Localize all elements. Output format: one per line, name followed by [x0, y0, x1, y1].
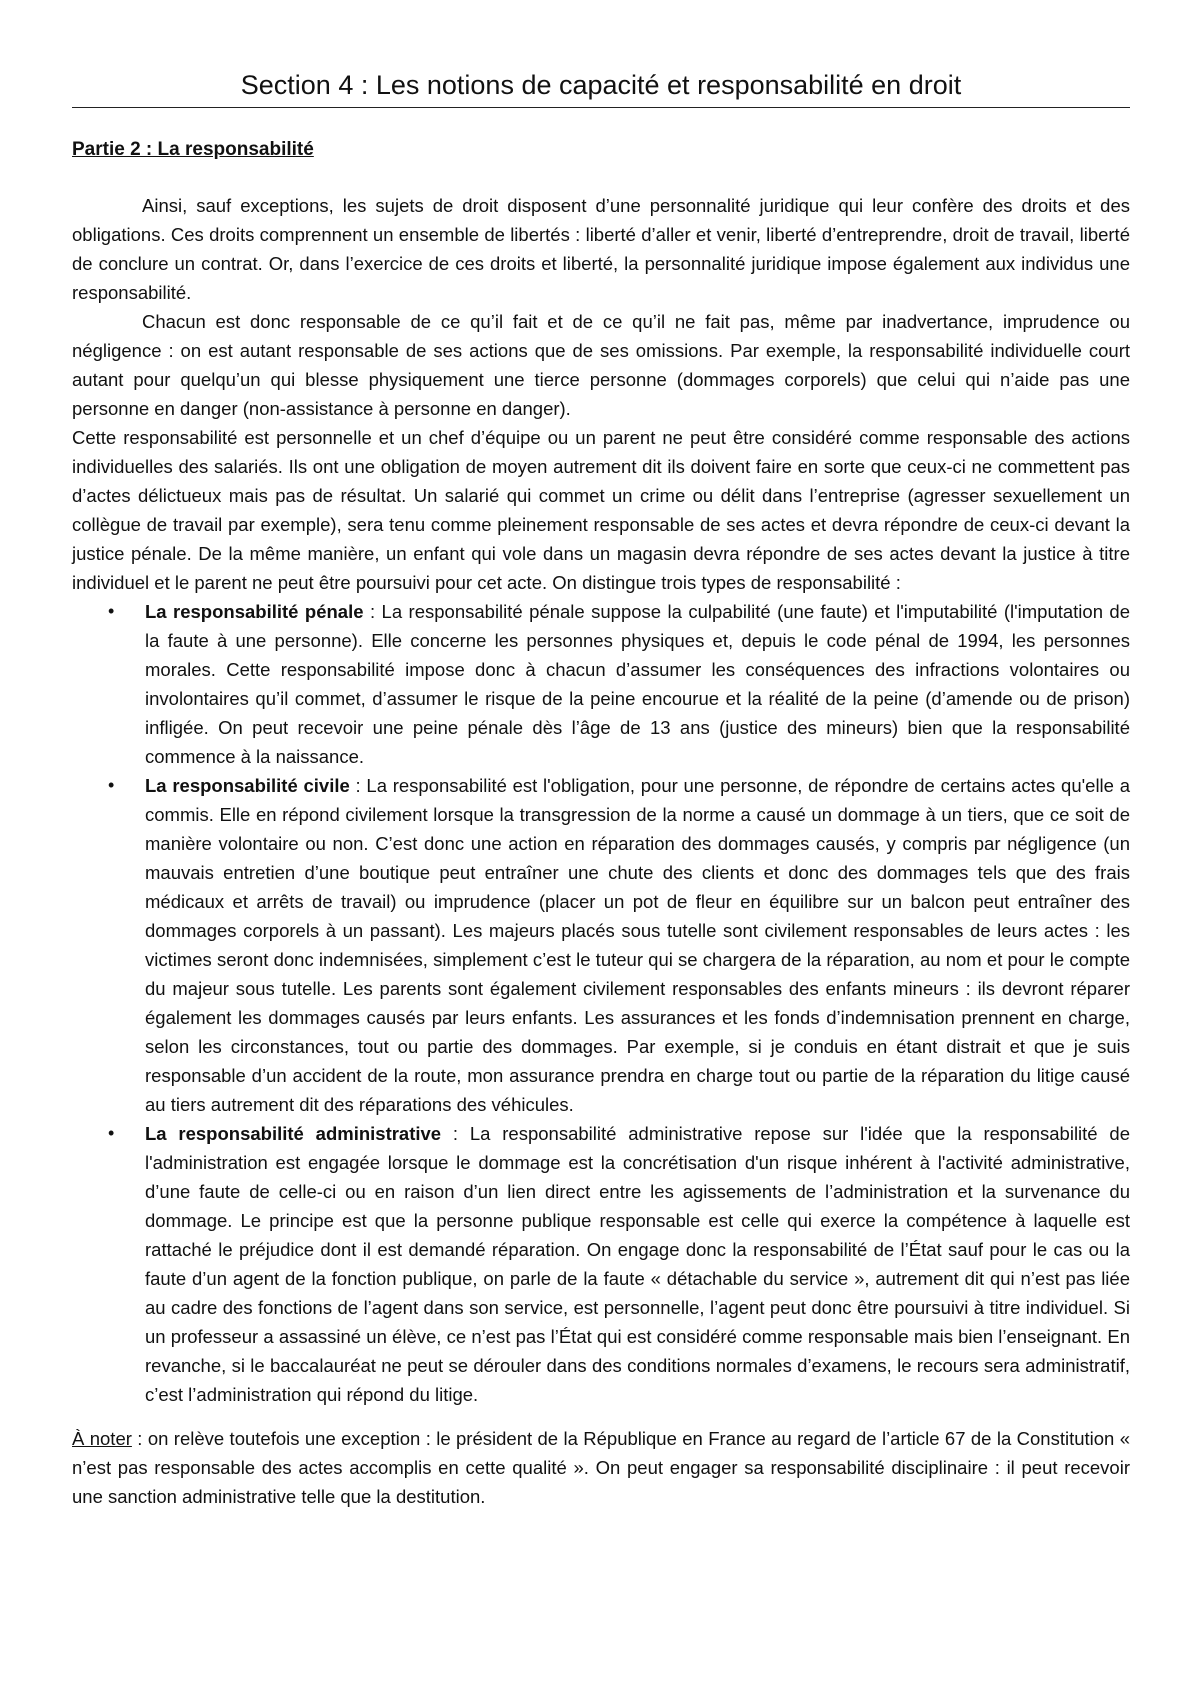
bullet-icon: • [108, 600, 115, 621]
paragraph-responsibility: Chacun est donc responsable de ce qu’il fait et de ce qu’il ne fait pas, même par inadvertance, imprudence ou négligence : on est autant responsable de ses actions que de ses omissions. Par exemple, la responsabilité individuelle court autant pour quelqu’un qui blesse physiquement une tierce personne (dommages corporels) que celui qui n’aide pas une personne en danger (non-assistance à personne en danger). [72, 310, 1130, 419]
list-item-civil [72, 771, 1130, 1119]
list-item-penal [72, 597, 1130, 771]
note-text: : on relève toutefois une exception : le président de la République en France au regard de l’article 67 de la Constitution « n’est pas responsable des actes accomplis en cette qualité ». On peut engager sa responsabilité disciplinaire : il peut recevoir une sanction administrative telle que la destitution. [72, 1427, 1130, 1507]
bullet-icon: • [108, 774, 115, 795]
bullet-icon: • [108, 1122, 115, 1143]
document-page [72, 68, 1130, 1511]
list-item-text: : La responsabilité pénale suppose la culpabilité (une faute) et l'imputabilité (l'imputation de la faute à une personne). Elle concerne les personnes physiques et, depuis le code pénal de 1994, les personnes morales. Cette responsabilité impose donc à chacun d’assumer les conséquences des infractions volontaires ou involontaires qu’il commet, d’assumer le risque de la peine encourue et la réalité de la peine (d’amende ou de prison) infligée. On peut recevoir une peine pénale dès l’âge de 13 ans (justice des mineurs) bien que la responsabilité commence à la naissance. [145, 600, 1131, 767]
note-label: À noter [72, 1427, 132, 1449]
list-item-term: La responsabilité civile [145, 774, 350, 796]
list-item-text: : La responsabilité est l'obligation, pour une personne, de répondre de certains actes qu'elle a commis. Elle en répond civilement lorsque la transgression de la norme a causé un dommage à un tiers, que ce soit de manière volontaire ou non. C’est donc une action en réparation des dommages causés, y compris par négligence (un mauvais entretien d’une boutique peut entraîner une chute des clients et donc des dommages tels que des frais médicaux et arrêts de travail) ou imprudence (placer un pot de fleur en équilibre sur un balcon peut entraîner des dommages corporels à un passant). Les majeurs placés sous tutelle sont civilement responsables de leurs actes : les victimes seront donc indemnisées, simplement c’est le tuteur qui se chargera de la réparation, au nom et pour le compte du majeur sous tutelle. Les parents sont également civilement responsables des enfants mineurs : ils devront réparer également les dommages causés par leurs enfants. Les assurances et les fonds d’indemnisation prennent en charge, selon les circonstances, tout ou partie des dommages. Par exemple, si je conduis en étant distrait et que je suis responsable d’un accident de la route, mon assurance prendra en charge tout ou partie de la réparation du litige causé au tiers autrement dit des réparations des véhicules. [145, 774, 1130, 1115]
section-title: Section 4 : Les notions de capacité et responsabilité en droit [72, 68, 1130, 108]
part-heading: Partie 2 : La responsabilité [72, 139, 314, 161]
list-item-term: La responsabilité administrative [145, 1122, 442, 1144]
list-item-term: La responsabilité pénale [145, 600, 364, 622]
paragraph-personal-responsibility: Cette responsabilité est personnelle et un chef d’équipe ou un parent ne peut être considéré comme responsable des actions individuelles des salariés. Ils ont une obligation de moyen autrement dit ils doivent faire en sorte que ceux-ci ne commettent pas d’actes délictueux mais pas de résultat. Un salarié qui commet un crime ou délit dans l’entreprise (agresser sexuellement un collègue de travail par exemple), sera tenu comme pleinement responsable de ses actes et devra répondre de ceux-ci devant la justice pénale. De la même manière, un enfant qui vole dans un magasin devra répondre de ses actes devant la justice à titre individuel et le parent ne peut être poursuivi pour cet acte. On distingue trois types de responsabilité : [72, 426, 1130, 593]
paragraph-intro: Ainsi, sauf exceptions, les sujets de droit disposent d’une personnalité juridique qui leur confère des droits et des obligations. Ces droits comprennent un ensemble de libertés : liberté d’aller et venir, liberté d’entreprendre, droit de travail, liberté de conclure un contrat. Or, dans l’exercice de ces droits et liberté, la personnalité juridique impose également aux individus une responsabilité. [72, 194, 1130, 303]
note-paragraph [72, 1424, 1130, 1511]
list-item-administrative [72, 1119, 1130, 1409]
list-item-text: : La responsabilité administrative repose sur l'idée que la responsabilité de l'administration est engagée lorsque le dommage est la concrétisation d'un risque inhérent à l'activité administrative, d’une faute de celle-ci ou en raison d’un lien direct entre les agissements de l’administration et la survenance du dommage. Le principe est que la personne publique responsable est celle qui exerce la compétence à laquelle est rattaché le préjudice dont il est demandé réparation. On engage donc la responsabilité de l’État sauf pour le cas ou la faute d’un agent de la fonction publique, on parle de la faute « détachable du service », autrement dit qui n’est pas liée au cadre des fonctions de l’agent dans son service, est personnelle, l’agent peut donc être poursuivi à titre individuel. Si un professeur a assassiné un élève, ce n’est pas l’État qui est considéré comme responsable mais bien l’enseignant. En revanche, si le baccalauréat ne peut se dérouler dans des conditions normales d’examens, le recours sera administratif, c’est l’administration qui répond du litige. [145, 1122, 1130, 1405]
responsibility-types-list [72, 597, 1130, 1409]
